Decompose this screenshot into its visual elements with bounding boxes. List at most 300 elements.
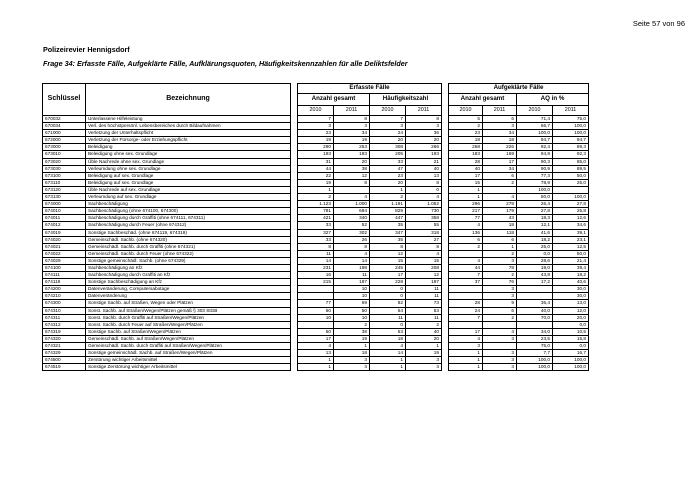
row-value: 228 xyxy=(370,279,406,286)
row-value: 18 xyxy=(449,137,483,144)
row-key: 674321 xyxy=(43,343,86,350)
row-value: 94,7 xyxy=(517,137,553,144)
row-value: 36,4 xyxy=(517,300,553,307)
row-value: 78 xyxy=(483,264,517,271)
row-key: 674311 xyxy=(43,314,86,321)
column-gap xyxy=(442,144,449,151)
table-row xyxy=(43,243,655,250)
row-label: Verleumdung ohne sex. Grundlage xyxy=(86,165,291,172)
row-value: 38 xyxy=(334,165,370,172)
row-value: 76 xyxy=(483,279,517,286)
row-value: 64 xyxy=(370,307,406,314)
column-gap xyxy=(442,243,449,250)
row-value: 40 xyxy=(449,165,483,172)
table-row xyxy=(43,172,655,179)
column-gap xyxy=(442,264,449,271)
row-label: Sonst. Sachb. durch Feuer auf Straßen/Wegen/Plätzen xyxy=(86,321,291,328)
row-value: 12,5 xyxy=(553,243,589,250)
row-value: 13 xyxy=(298,350,334,357)
row-key: 674200 xyxy=(43,286,86,293)
column-gap xyxy=(442,194,449,201)
table-row xyxy=(43,272,655,279)
row-label: Sachbeschädigung an Kfz xyxy=(86,264,291,271)
table-row xyxy=(43,179,655,186)
row-value: 28 xyxy=(449,158,483,165)
row-value: 89,3 xyxy=(553,144,589,151)
year-header: 2010 xyxy=(370,106,406,116)
table-row xyxy=(43,201,655,208)
row-value: 1.052 xyxy=(406,201,442,208)
column-gap xyxy=(291,272,298,279)
row-value: 3 xyxy=(406,357,442,364)
row-label: Beleidigung xyxy=(86,144,291,151)
year-header: 2011 xyxy=(334,106,370,116)
row-value: 33 xyxy=(370,158,406,165)
row-value: 11 xyxy=(406,314,442,321)
row-value: 1 xyxy=(370,186,406,193)
column-gap xyxy=(291,300,298,307)
row-key: 674519 xyxy=(43,364,86,371)
row-value: 20 xyxy=(406,137,442,144)
row-value: 15 xyxy=(449,179,483,186)
column-gap xyxy=(442,215,449,222)
column-gap xyxy=(291,257,298,264)
row-label: Beleidigung auf sex. Grundlage xyxy=(86,179,291,186)
column-gap xyxy=(442,307,449,314)
row-value: 39,4 xyxy=(553,264,589,271)
row-value: 3 xyxy=(483,286,517,293)
row-value xyxy=(553,186,589,193)
row-value: 10 xyxy=(334,286,370,293)
table-row xyxy=(43,222,655,229)
table-row xyxy=(43,229,655,236)
table-row xyxy=(43,151,655,158)
row-value: 14 xyxy=(334,257,370,264)
year-header: 2010 xyxy=(449,106,483,116)
row-value: 90,9 xyxy=(517,165,553,172)
row-value: 11 xyxy=(370,314,406,321)
row-value: 1 xyxy=(449,186,483,193)
row-value: 34,0 xyxy=(517,328,553,335)
column-gap xyxy=(291,151,298,158)
row-key: 673120 xyxy=(43,186,86,193)
row-value: 730 xyxy=(406,208,442,215)
row-value: 3 xyxy=(334,357,370,364)
row-value xyxy=(449,250,483,257)
row-key: 674000 xyxy=(43,201,86,208)
row-value: 6 xyxy=(449,236,483,243)
row-value: 1 xyxy=(298,364,334,371)
column-gap xyxy=(442,229,449,236)
row-value: 318 xyxy=(406,229,442,236)
row-label: Verl. des höchstpersönl. Lebensbereiches durch Bildaufnahmen xyxy=(86,123,291,130)
column-gap xyxy=(291,130,298,137)
row-value: 18 xyxy=(334,350,370,357)
table-row xyxy=(43,343,655,350)
row-value: 268 xyxy=(449,144,483,151)
row-key: 674029 xyxy=(43,257,86,264)
row-value: 231 xyxy=(298,264,334,271)
row-value: 193 xyxy=(406,151,442,158)
row-value: 19 xyxy=(334,137,370,144)
row-label: Sonstige Sachb. auf Straßen, Wegen oder Plätzen xyxy=(86,300,291,307)
row-value: 23,5 xyxy=(517,335,553,342)
row-value: 4 xyxy=(449,257,483,264)
row-value: 0,0 xyxy=(517,250,553,257)
row-value: 50,0 xyxy=(553,250,589,257)
row-value: 53 xyxy=(370,328,406,335)
row-key: 673110 xyxy=(43,179,86,186)
row-value xyxy=(517,321,553,328)
row-label: Unterlassene Hilfeleistung xyxy=(86,116,291,123)
column-gap xyxy=(442,272,449,279)
column-gap xyxy=(442,335,449,342)
column-gap xyxy=(291,243,298,250)
row-value: 12,1 xyxy=(517,222,553,229)
row-value: 37 xyxy=(449,279,483,286)
column-gap xyxy=(442,314,449,321)
row-value: 14 xyxy=(370,350,406,357)
row-value: 1 xyxy=(334,343,370,350)
year-header: 2011 xyxy=(406,106,442,116)
row-value: 0 xyxy=(370,286,406,293)
row-value: 12 xyxy=(406,272,442,279)
row-key: 674210 xyxy=(43,293,86,300)
row-value: 94,8 xyxy=(517,151,553,158)
row-value: 7 xyxy=(449,272,483,279)
row-key: 674111 xyxy=(43,272,86,279)
year-header: 2011 xyxy=(483,106,517,116)
row-value: 92,3 xyxy=(553,151,589,158)
row-value: 33 xyxy=(298,236,334,243)
table-row xyxy=(43,321,655,328)
row-value: 4 xyxy=(370,343,406,350)
row-value: 100,0 xyxy=(517,130,553,137)
row-value: 9 xyxy=(483,300,517,307)
row-value: 77,3 xyxy=(517,172,553,179)
column-gap xyxy=(442,236,449,243)
table-row xyxy=(43,123,655,130)
row-value: 30,0 xyxy=(553,293,589,300)
row-value: 4 xyxy=(406,194,442,201)
row-value: 8 xyxy=(406,243,442,250)
row-value: 6 xyxy=(483,236,517,243)
row-value: 17,2 xyxy=(517,279,553,286)
row-value: 4 xyxy=(483,328,517,335)
row-value xyxy=(483,186,517,193)
row-value: 136 xyxy=(449,229,483,236)
row-value: 100,0 xyxy=(553,357,589,364)
row-key: 674019 xyxy=(43,229,86,236)
row-value: 2 xyxy=(483,250,517,257)
row-value xyxy=(449,321,483,328)
row-value: 18,3 xyxy=(517,215,553,222)
column-gap xyxy=(291,328,298,335)
row-value: 3 xyxy=(406,123,442,130)
row-value: 23 xyxy=(370,172,406,179)
row-value: 50 xyxy=(298,328,334,335)
table-row xyxy=(43,257,655,264)
row-key: 674500 xyxy=(43,357,86,364)
row-value: 52 xyxy=(334,222,370,229)
row-label: Sonst. Sachb. durch Graffiti auf Straßen/Wegen/Plätzen xyxy=(86,314,291,321)
row-label: Sonstige Sachb. auf Straßen/Wegen/Plätzen xyxy=(86,328,291,335)
column-gap xyxy=(442,130,449,137)
column-gap xyxy=(291,321,298,328)
column-gap xyxy=(291,179,298,186)
row-value: 7 xyxy=(370,116,406,123)
row-value: 23,1 xyxy=(553,236,589,243)
table-row xyxy=(43,286,655,293)
row-value: 183 xyxy=(334,151,370,158)
row-value: 18 xyxy=(370,335,406,342)
row-value: 5 xyxy=(449,116,483,123)
row-value: 27 xyxy=(406,236,442,243)
row-value: 66,7 xyxy=(517,123,553,130)
row-value: 694 xyxy=(334,208,370,215)
row-value: 34 xyxy=(483,165,517,172)
row-label: Sonstige gemeinschädl. Sachb. (ohne 674329) xyxy=(86,257,291,264)
row-label: Sonstige gemeinschädl. Sachb. auf Straßen/Wegen/Plätzen xyxy=(86,350,291,357)
column-gap xyxy=(291,314,298,321)
row-value: 100,0 xyxy=(517,357,553,364)
row-value: 22 xyxy=(298,172,334,179)
row-value: 6 xyxy=(483,307,517,314)
year-header: 2011 xyxy=(553,106,589,116)
row-value: 55 xyxy=(406,222,442,229)
row-key: 671000 xyxy=(43,130,86,137)
row-key: 674021 xyxy=(43,243,86,250)
row-value: 13 xyxy=(406,172,442,179)
column-gap xyxy=(291,123,298,130)
row-value: 41,6 xyxy=(517,229,553,236)
row-value: 3 xyxy=(483,357,517,364)
row-label: Gemeinschädl. Sachb. (ohne 674320) xyxy=(86,236,291,243)
row-value: 33 xyxy=(298,222,334,229)
row-value: 205 xyxy=(370,151,406,158)
row-value: 14 xyxy=(298,257,334,264)
row-value: 4 xyxy=(449,335,483,342)
row-value: 100,0 xyxy=(553,364,589,371)
row-value: 17 xyxy=(449,172,483,179)
row-value: 20,0 xyxy=(553,314,589,321)
row-value xyxy=(483,343,517,350)
row-value: 27,8 xyxy=(517,208,553,215)
column-gap xyxy=(442,208,449,215)
header-aq: AQ in % xyxy=(517,94,589,106)
row-value: 10,5 xyxy=(553,328,589,335)
row-value: 179 xyxy=(483,208,517,215)
column-gap xyxy=(291,357,298,364)
row-value: 28 xyxy=(449,300,483,307)
row-value: 8 xyxy=(334,243,370,250)
row-value: 1 xyxy=(449,194,483,201)
row-label: Sachbeschädigung durch Feuer (ohne 674312) xyxy=(86,222,291,229)
row-label: Datenveränderung xyxy=(86,293,291,300)
row-value: 3 xyxy=(483,293,517,300)
table-row xyxy=(43,250,655,257)
column-gap xyxy=(291,201,298,208)
column-gap xyxy=(442,116,449,123)
row-value: 35 xyxy=(370,222,406,229)
column-gap xyxy=(442,158,449,165)
row-value: 4 xyxy=(334,250,370,257)
row-value: 16,7 xyxy=(553,350,589,357)
row-value: 19 xyxy=(406,350,442,357)
row-value: 16 xyxy=(298,272,334,279)
row-value: 118 xyxy=(483,229,517,236)
row-value: 43 xyxy=(483,215,517,222)
row-value: 1 xyxy=(406,343,442,350)
row-value: 0 xyxy=(370,321,406,328)
row-value: 302 xyxy=(334,229,370,236)
column-gap xyxy=(291,286,298,293)
row-label: Sonst. Sachb. auf Straßen/Wegen/Plätzen gemäß § 303 StGB xyxy=(86,307,291,314)
row-value: 25,8 xyxy=(553,208,589,215)
row-value: 3 xyxy=(370,123,406,130)
row-value: 2 xyxy=(483,314,517,321)
header-erfasste-faelle: Erfasste Fälle xyxy=(298,84,442,94)
row-value: 0,0 xyxy=(553,321,589,328)
row-label: Gemeinschädl. Sachb. auf Straßen/Wegen/Plätzen xyxy=(86,335,291,342)
row-value: 215 xyxy=(298,279,334,286)
row-value: 77 xyxy=(298,300,334,307)
row-key: 673020 xyxy=(43,158,86,165)
row-value: 253 xyxy=(334,144,370,151)
row-value: 38 xyxy=(334,328,370,335)
row-key: 672000 xyxy=(43,137,86,144)
row-label: Verleumdung auf sex. Grundlage xyxy=(86,194,291,201)
row-value: 1 xyxy=(449,357,483,364)
row-value: 829 xyxy=(370,208,406,215)
row-key: 674310 xyxy=(43,307,86,314)
column-gap xyxy=(442,151,449,158)
row-value xyxy=(483,321,517,328)
column-gap xyxy=(291,116,298,123)
row-value: 17 xyxy=(298,335,334,342)
row-value: 8 xyxy=(406,179,442,186)
table-row xyxy=(43,194,655,201)
row-value: 21 xyxy=(406,158,442,165)
column-gap xyxy=(442,257,449,264)
row-value: 217 xyxy=(449,208,483,215)
row-value: 421 xyxy=(298,215,334,222)
column-gap xyxy=(291,307,298,314)
column-gap xyxy=(442,165,449,172)
organization-title: Polizeirevier Hennigsdorf xyxy=(43,45,130,54)
column-gap xyxy=(291,293,298,300)
row-value: 71,4 xyxy=(517,116,553,123)
table-row xyxy=(43,357,655,364)
row-value xyxy=(298,293,334,300)
row-value: 11 xyxy=(406,293,442,300)
column-gap xyxy=(291,194,298,201)
table-row xyxy=(43,215,655,222)
row-value: 31 xyxy=(298,158,334,165)
column-gap xyxy=(442,364,449,371)
row-value: 2 xyxy=(449,243,483,250)
row-value: 34 xyxy=(334,130,370,137)
row-value: 40,0 xyxy=(517,307,553,314)
column-gap xyxy=(442,279,449,286)
row-value: 6 xyxy=(483,172,517,179)
row-value: 18 xyxy=(483,222,517,229)
row-key: 673000 xyxy=(43,144,86,151)
row-key: 674100 xyxy=(43,264,86,271)
row-value: 447 xyxy=(370,215,406,222)
year-header: 2010 xyxy=(517,106,553,116)
row-value: 208 xyxy=(406,264,442,271)
column-gap xyxy=(442,84,449,116)
row-label: Sachbeschädigung durch Graffiti an Kfz xyxy=(86,272,291,279)
row-key: 670034 xyxy=(43,123,86,130)
column-gap xyxy=(291,343,298,350)
row-value: 44 xyxy=(449,264,483,271)
row-value: 781 xyxy=(298,208,334,215)
row-value: 4 xyxy=(406,250,442,257)
row-value: 53 xyxy=(406,307,442,314)
row-key: 674011 xyxy=(43,215,86,222)
row-value: 40 xyxy=(406,328,442,335)
row-value: 27,8 xyxy=(553,201,589,208)
column-gap xyxy=(291,264,298,271)
column-gap xyxy=(291,222,298,229)
row-value: 3 xyxy=(334,123,370,130)
row-key: 674319 xyxy=(43,328,86,335)
row-value xyxy=(517,286,553,293)
row-value: 1.191 xyxy=(370,201,406,208)
row-value: 30,0 xyxy=(553,286,589,293)
row-label: Üble Nachrede auf sex. Grundlage xyxy=(86,186,291,193)
table-row xyxy=(43,328,655,335)
row-value: 34 xyxy=(483,130,517,137)
row-value: 19 xyxy=(334,335,370,342)
row-value: 2 xyxy=(334,321,370,328)
row-value: 34,6 xyxy=(553,222,589,229)
row-label: Gemeinschädl. Sachb. durch Graffiti (ohne 674321) xyxy=(86,243,291,250)
column-gap xyxy=(291,186,298,193)
row-value: 20 xyxy=(370,137,406,144)
row-value: 183 xyxy=(449,151,483,158)
row-value: 1.000 xyxy=(334,201,370,208)
row-value: 100,0 xyxy=(553,130,589,137)
row-value: 18,2 xyxy=(517,236,553,243)
table-row xyxy=(43,130,655,137)
table-row xyxy=(43,158,655,165)
table-row xyxy=(43,186,655,193)
row-value: 1.123 xyxy=(298,201,334,208)
row-value: 8 xyxy=(298,243,334,250)
row-key: 674022 xyxy=(43,250,86,257)
row-value: 187 xyxy=(334,279,370,286)
row-value: 19 xyxy=(298,137,334,144)
row-value: 2 xyxy=(406,321,442,328)
row-value: 1 xyxy=(298,357,334,364)
table-row xyxy=(43,364,655,371)
row-value: 21,4 xyxy=(553,257,589,264)
row-value: 358 xyxy=(406,215,442,222)
row-value: 8 xyxy=(334,116,370,123)
row-value: 60 xyxy=(298,307,334,314)
column-gap xyxy=(291,137,298,144)
table-row xyxy=(43,335,655,342)
column-gap xyxy=(442,343,449,350)
row-value: 47 xyxy=(370,165,406,172)
row-label: Sonstige Sachbeschädigung an Kfz xyxy=(86,279,291,286)
row-key: 674012 xyxy=(43,222,86,229)
column-gap xyxy=(291,250,298,257)
row-label: Sachbeschädigung xyxy=(86,201,291,208)
